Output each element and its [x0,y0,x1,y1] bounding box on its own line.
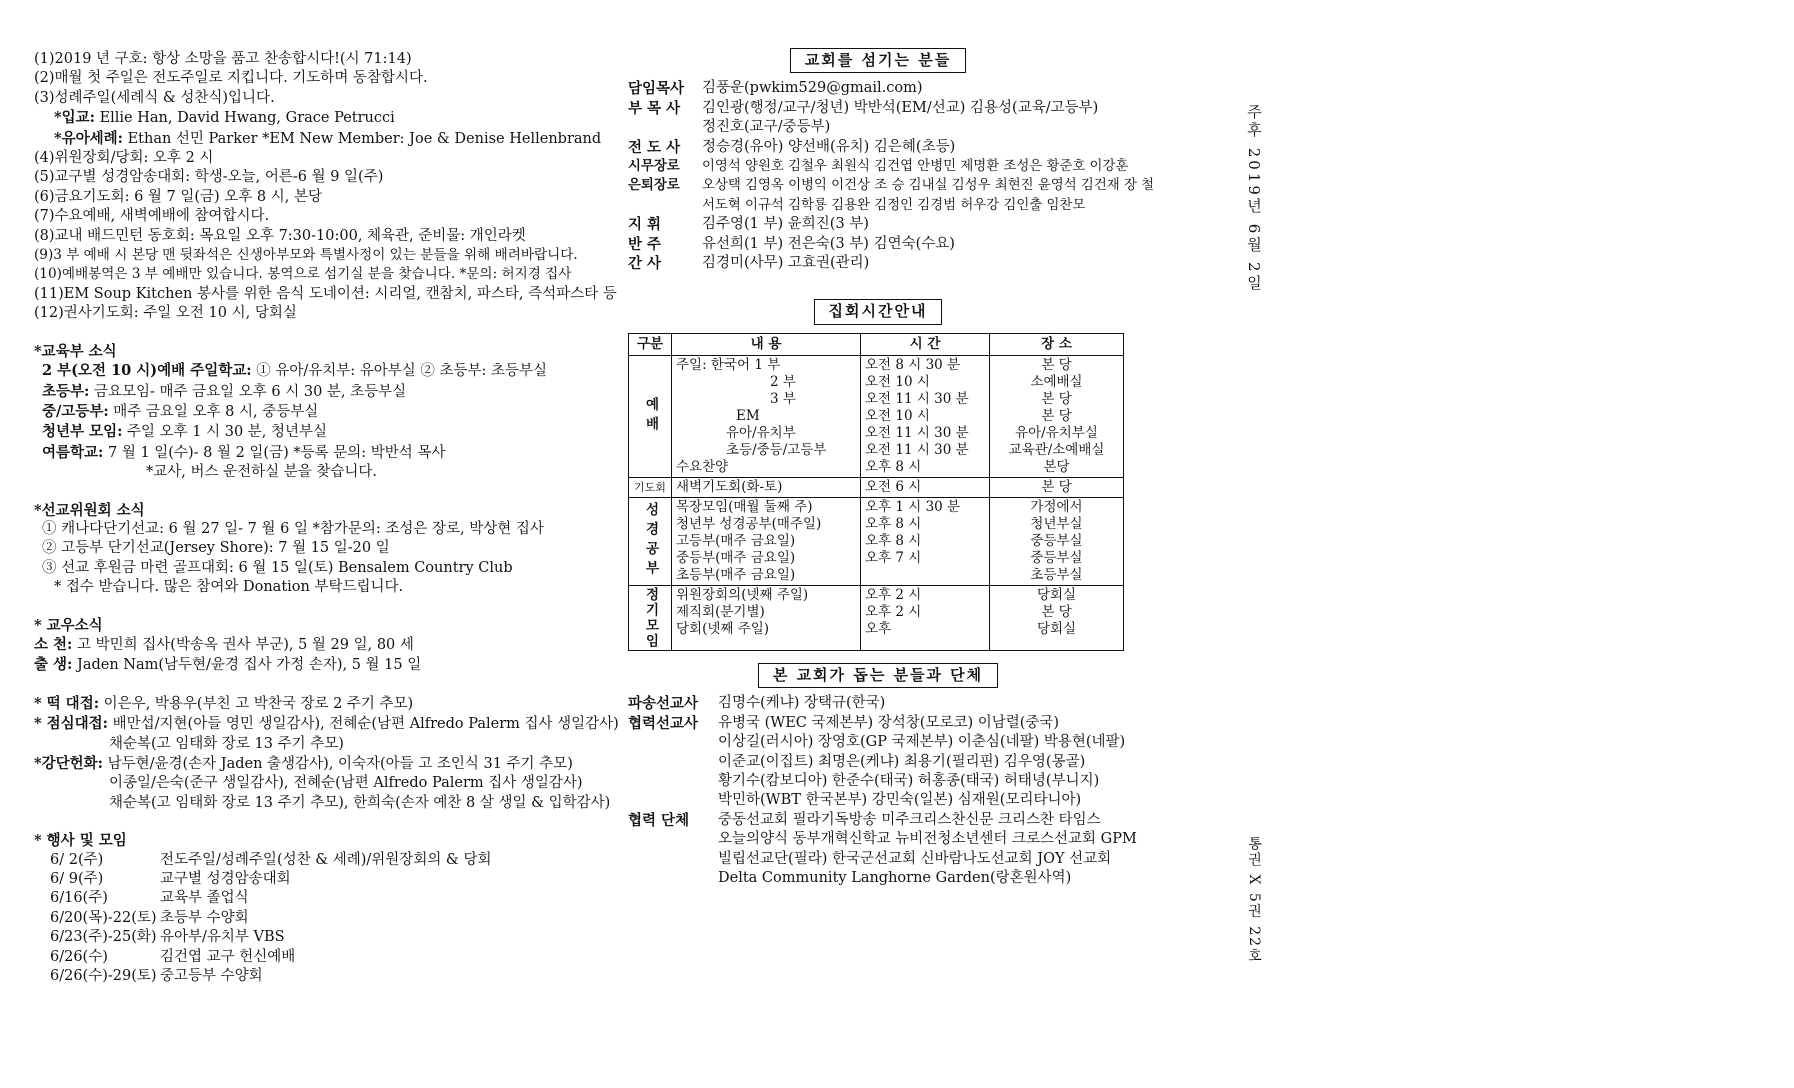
meeting-content: 위원장회의(넷째 주일) 제직회(분기별) 당회(넷째 주일) [672,585,861,650]
worship-place: 본 당 소예배실 본 당 본 당 유아/유치부실 교육관/소예배실 본당 [990,355,1124,477]
prayer-row [629,477,1124,497]
bible-study-content: 목장모임(매월 둘째 주) 청년부 성경공부(매주일) 고등부(매주 금요일) 중등부(매주 금요일) 초등부(매주 금요일) [672,497,861,585]
meeting-row [629,585,1124,650]
event-row: 6/23(주)-25(화) 유아부/유치부 VBS [50,929,285,946]
education-line: 중/고등부: 매주 금요일 오후 8 시, 중등부실 [42,402,319,420]
worship-row [629,355,1124,477]
infant-baptism-line: *유아세례: Ethan 선민 Parker *EM New Member: Joe & Denise Hellenbrand [54,129,602,147]
staff-row: 지 휘 김주영(1 부) 윤희진(3 부) [628,216,869,234]
announcement-line: (2)매월 첫 주일은 전도주일로 지킵니다. 기도하며 동참합시다. [34,70,428,87]
staff-row: 담임목사 김풍운(pwkim529@gmail.com) [628,80,923,98]
mission-line: ① 캐나다단기선교: 6 월 27 일- 7 월 6 일 *참가문의: 조성은 장로, 박상현 집사 [42,520,544,537]
announcement-line: (12)권사기도회: 주일 오전 10 시, 당회실 [34,305,297,322]
meeting-place: 당회실 본 당 당회실 [990,585,1124,650]
announcement-line: (3)성례주일(세례식 & 성찬식)입니다. [34,89,275,106]
news-line: 출 생: Jaden Nam(남두현/윤경 집사 가정 손자), 5 월 15 일 [34,656,422,674]
right-column [628,48,1155,888]
worship-time: 오전 8 시 30 분 오전 10 시 오전 11 시 30 분 오전 10 시 오전 11 시 30 분 오전 11 시 30 분 오후 8 시 [861,355,990,477]
event-row: 6/ 2(주) 전도주일/성례주일(성찬 & 세례)/위원장회의 & 당회 [50,851,492,868]
mission-row: 파송선교사 김명수(케냐) 장택규(한국) [628,695,886,713]
education-title: *교육부 소식 [34,342,117,360]
news-line: 소 천: 고 박민희 집사(박송옥 권사 부군), 5 월 29 일, 80 세 [34,635,414,653]
mission-row: 협력 단체 중동선교회 필라기독방송 미주크리스찬신문 크리스찬 타임스 [628,811,1101,829]
announcement-line: (1)2019 년 구호: 항상 소망을 품고 찬송합시다!(시 71:14) [34,51,412,67]
staff-title: 교회를 섬기는 분들 [790,48,966,73]
header-cell: 내 용 [672,333,861,355]
event-row: 6/16(주) 교육부 졸업식 [50,890,249,907]
missions-title: 본 교회가 돕는 분들과 단체 [758,663,998,688]
staff-row: 정진호(교구/중등부) [702,119,831,136]
announcement-line: (9)3 부 예배 시 본당 맨 뒷좌석은 신생아부모와 특별사정이 있는 분들을 위해 배려바랍니다. [34,247,578,264]
confirmation-line: *입교: Ellie Han, David Hwang, Grace Petrucci [54,109,395,127]
event-row: 6/20(목)-22(토) 초등부 수양회 [50,909,249,926]
education-line: 여름학교: 7 월 1 일(수)- 8 월 2 일(금) *등록 문의: 박반석 목사 [42,443,446,461]
mission-note: * 접수 받습니다. 많은 참여와 Donation 부탁드립니다. [54,579,404,596]
mission-row: 협력선교사 유병국 (WEC 국제본부) 장석창(모로코) 이남렬(중국) [628,714,1060,732]
rice-cake-line: * 떡 대접: 이은우, 박용우(부친 고 박찬국 장로 2 주기 추모) [34,694,414,712]
announcement-line: (8)교내 배드민턴 동호회: 목요일 오후 7:30-10:00, 체육관, 준비물: 개인라켓 [34,227,526,244]
mission-row: 오늘의양식 동부개혁신학교 뉴비전청소년센터 크로스선교회 GPM [718,831,1137,848]
staff-row: 전 도 사 정승경(유아) 양선배(유치) 김은혜(초등) [628,138,956,156]
bible-study-time: 오후 1 시 30 분 오후 8 시 오후 8 시 오후 7 시 [861,497,990,585]
events-section [34,831,614,986]
announcement-line: (11)EM Soup Kitchen 봉사를 위한 음식 도네이션: 시리얼, 캔참치, 파스타, 즉석파스타 등 [34,285,617,302]
missions-list [628,694,1137,888]
meeting-time: 오후 2 시 오후 2 시 오후 [861,585,990,650]
mission-committee-section [34,501,614,598]
member-news-title: * 교우소식 [34,616,103,634]
mission-line: ③ 선교 후원금 마련 골프대회: 6 월 15 일(토) Bensalem Country Club [42,559,513,576]
mission-row: 빌립선교단(필라) 한국군선교회 신바람나도선교회 JOY 선교회 [718,850,1112,867]
meeting-label: 정기모임 [642,586,659,649]
member-news-section [34,616,614,676]
staff-row: 간 사 김경미(사무) 고효권(관리) [628,255,870,273]
event-row: 6/26(수) 김건엽 교구 헌신예배 [50,948,296,965]
staff-row: 서도혁 이규석 김학룡 김용완 김정인 김경범 허우강 김인출 임찬모 [702,197,1086,213]
header-cell: 구분 [629,333,672,355]
worship-label: 예배 [642,396,659,436]
staff-row: 반 주 유선희(1 부) 전은숙(3 부) 김연숙(수요) [628,235,955,253]
mission-row: 이준교(이집트) 최명은(케냐) 최용기(필리핀) 김우영(몽골) [718,753,1086,770]
bulletin-date: 주후 2019년 6월 2일 [1245,104,1263,293]
schedule-table [628,333,1124,651]
prayer-place: 본 당 [990,477,1124,497]
header-cell: 시 간 [861,333,990,355]
offerings-section [34,694,619,813]
education-section [34,342,614,483]
flower-line-cont: 채순복(고 임태화 장로 13 주기 추모), 한희숙(손자 예찬 8 살 생일 & 입학감사) [109,794,611,811]
prayer-content: 새벽기도회(화-토) [672,477,861,497]
events-title: * 행사 및 모임 [34,832,127,850]
bible-study-label: 성경공부 [642,502,659,581]
mission-row: Delta Community Langhorne Garden(랑혼원사역) [718,869,1072,886]
mission-committee-title: *선교위원회 소식 [34,501,145,519]
mission-row: 이상길(러시아) 장영호(GP 국제본부) 이춘심(네팔) 박용현(네팔) [718,734,1126,751]
mission-row: 황기수(캄보디아) 한준수(태국) 허홍종(태국) 허태녕(부니지) [718,772,1100,789]
announcement-line: (7)수요예배, 새벽예배에 참여합시다. [34,208,270,225]
prayer-label: 기도회 [629,477,672,497]
lunch-line: * 점심대접: 배만섭/지현(아들 영민 생일감사), 전혜순(남편 Alfredo Palerm 집사 생일감사) [34,715,619,733]
flower-line: *강단헌화: 남두현/윤경(손자 Jaden 출생감사), 이숙자(아들 고 조인식 31 주기 추모) [34,755,573,772]
prayer-time: 오전 6 시 [861,477,990,497]
announcements [34,50,617,324]
staff-list [628,79,1155,273]
flower-line-cont: 이종일/은숙(준구 생일감사), 전혜순(남편 Alfredo Palerm 집사 생일감사) [109,775,583,792]
announcement-line: (4)위원장회/당회: 오후 2 시 [34,150,214,167]
issue-number: 통권 X 5권 22호 [1246,836,1262,965]
education-line: 청년부 모임: 주일 오후 1 시 30 분, 청년부실 [42,423,328,441]
announcement-line: (10)예배봉역은 3 부 예배만 있습니다. 봉역으로 섬기실 분을 찾습니다. *문의: 허지경 집사 [34,266,572,283]
header-cell: 장 소 [990,333,1124,355]
education-note: *교사, 버스 운전하실 분을 찾습니다. [146,464,378,481]
education-line: 2 부(오전 10 시)예배 주일학교: ① 유아/유치부: 유아부실 ② 초등부: 초등부실 [42,362,548,380]
announcement-line: (6)금요기도회: 6 월 7 일(금) 오후 8 시, 본당 [34,188,322,205]
mission-line: ② 고등부 단기선교(Jersey Shore): 7 월 15 일-20 일 [42,540,390,557]
education-line: 초등부: 금요모임- 매주 금요일 오후 6 시 30 분, 초등부실 [42,382,407,400]
bible-study-row [629,497,1124,585]
staff-row: 시무장로 이영석 양원호 김철우 최원식 김건엽 안병민 제명환 조성은 황준호 이강훈 [628,158,1129,175]
lunch-line-cont: 채순복(고 임태화 장로 13 주기 추모) [109,735,344,752]
worship-content: 주일: 한국어 1 부 2 부 3 부 EM 유아/유치부 초등/중등/고등부 수요찬양 [672,355,861,477]
event-row: 6/ 9(주) 교구별 성경암송대회 [50,871,291,888]
bible-study-place: 가정에서 청년부실 중등부실 중등부실 초등부실 [990,497,1124,585]
event-row: 6/26(수)-29(토) 중고등부 수양회 [50,968,263,985]
left-column [34,50,619,986]
staff-row: 부 목 사 김인광(행정/교구/청년) 박반석(EM/선교) 김용성(교육/고등부) [628,99,1099,117]
schedule-title: 집회시간안내 [814,299,943,324]
mission-row: 박민하(WBT 한국본부) 강민숙(일본) 심재원(모리타니아) [718,792,1082,809]
announcement-line: (5)교구별 성경암송대회: 학생-오늘, 어른-6 월 9 일(주) [34,169,384,186]
staff-row: 은퇴장로 오상택 김영옥 이병익 이건상 조 승 김내실 김성우 최현진 윤영석 김건재 장 철 [628,177,1155,194]
schedule-header-row [629,333,1124,355]
